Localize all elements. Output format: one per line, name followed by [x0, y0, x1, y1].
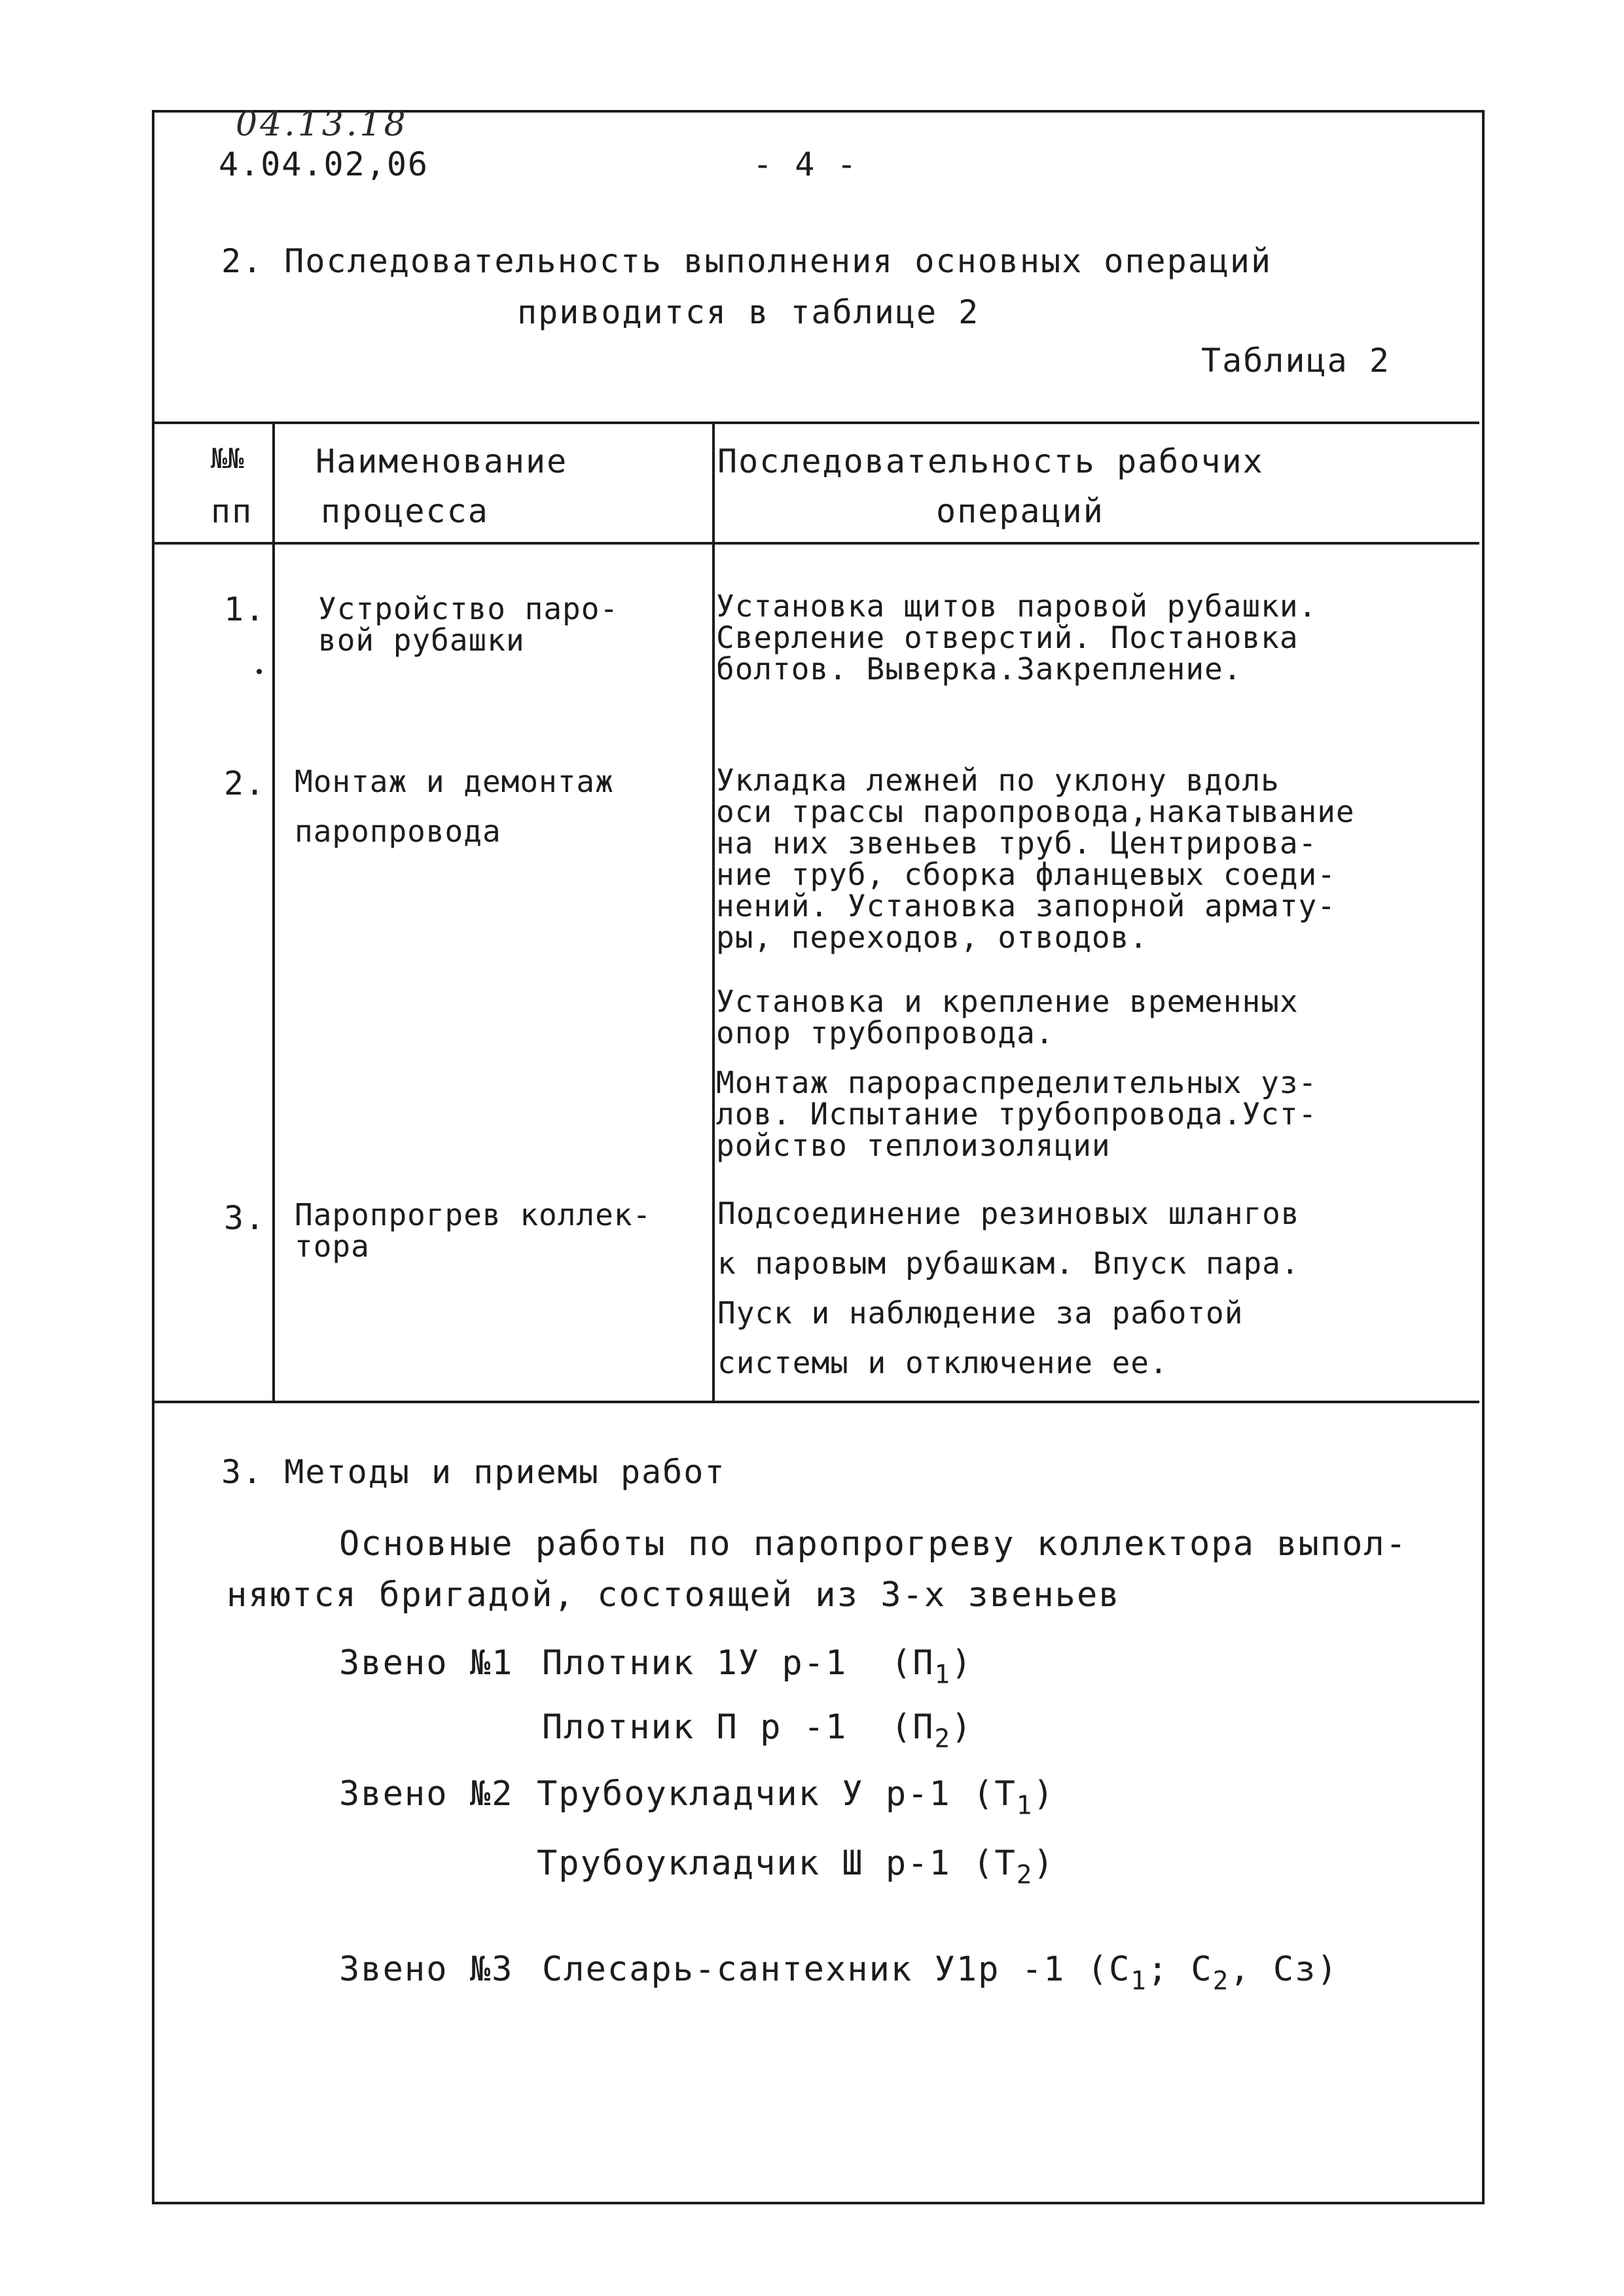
- row-operations: Установка щитов паровой рубашки. Сверление отверстий. Постановка болтов. Выверка.Закрепление.: [716, 588, 1318, 687]
- crew-member: Плотник П р -1 $(П_2)$: [542, 1708, 973, 1754]
- crew-member-index: 2: [934, 1724, 952, 1754]
- section2-heading: 2. Последовательность выполнения основных операций: [221, 242, 1272, 280]
- crew-member-index: 1: [934, 1660, 952, 1690]
- section2-heading-cont: приводится в таблице 2: [517, 293, 980, 331]
- table-col-divider-2: [712, 422, 715, 1403]
- header-name-label-2: процесса: [321, 492, 489, 530]
- table-col-divider-1: [272, 422, 275, 1403]
- row-operations: Установка и крепление временных опор трубопровода.: [716, 984, 1299, 1050]
- crew-member-role: Трубоукладчик У р-1: [537, 1774, 951, 1814]
- crew-member-code: П: [912, 1643, 935, 1683]
- crew-member: Трубоукладчик Ш р-1 $(Т_2)$: [537, 1844, 1055, 1890]
- header-num-label-2: пп: [211, 492, 253, 530]
- header-ops-label-2: операций: [936, 492, 1104, 530]
- crew-member-code: С: [1191, 1950, 1213, 1989]
- crew-member-role: Слесарь-сантехник У1р -1: [542, 1950, 1066, 1989]
- crew-member-code: П: [912, 1708, 935, 1747]
- section3-paragraph: Основные работы по паропрогреву коллектора выпол-: [339, 1524, 1408, 1564]
- crew-3-label: Звено №3: [339, 1950, 514, 1989]
- header-num-label: №№: [211, 442, 244, 475]
- row-number: 2.: [224, 764, 266, 802]
- crew-member-role: Плотник 1У р-1: [542, 1643, 848, 1683]
- row-process-name: Монтаж и демонтаж паропровода: [295, 764, 614, 849]
- crew-member-role: Плотник П р -1: [542, 1708, 848, 1747]
- crew-member-code: Т: [994, 1774, 1017, 1814]
- document-code: 4.04.02,06: [219, 145, 429, 183]
- header-ops-label: Последовательность рабочих: [717, 442, 1264, 480]
- crew-member-code: С: [1108, 1950, 1131, 1989]
- row-operations: Монтаж парораспределительных уз- лов. Испытание трубопровода.Уст- ройство теплоизоляции: [716, 1065, 1318, 1163]
- table-caption: Таблица 2: [1201, 342, 1390, 380]
- header-name-label: Наименование: [316, 442, 568, 480]
- crew-member-index: 2: [1212, 1966, 1230, 1996]
- section3-heading: 3. Методы и приемы работ: [221, 1453, 726, 1491]
- row-operations: Укладка лежней по уклону вдоль оси трассы паропровода,накатывание на них звеньев труб. Центрирова- ние труб, сборка фланцевых соеди- нений. Установка запорной армату- ры, переходов, отводов.: [716, 762, 1355, 955]
- row-process-name: Устройство паро- вой рубашки: [318, 591, 619, 658]
- crew-member: Плотник 1У р-1 $(П_1)$: [542, 1643, 973, 1690]
- section3-paragraph-cont: няются бригадой, состоящей из 3-х звеньев: [226, 1575, 1121, 1615]
- crew-member: Трубоукладчик У р-1 $(Т_1)$: [537, 1774, 1055, 1821]
- crew-1-label: Звено №1: [339, 1643, 514, 1683]
- table-bottom-border: [154, 1401, 1479, 1403]
- page-number: - 4 -: [753, 145, 858, 183]
- row1-mark: [257, 669, 262, 674]
- crew-member-role: Трубоукладчик Ш р-1: [537, 1844, 951, 1883]
- crew-member-code: Сз: [1272, 1950, 1317, 1989]
- row-process-name: Паропрогрев коллек- тора: [295, 1197, 652, 1264]
- crew-member-index: 1: [1016, 1791, 1034, 1821]
- row-operations: Подсоединение резиновых шлангов к паровым рубашкам. Впуск пара. Пуск и наблюдение за работой системы и отключение ее.: [717, 1196, 1300, 1380]
- table-header-divider: [154, 542, 1479, 545]
- table-top-border: [154, 422, 1479, 424]
- row-number: 3.: [224, 1199, 266, 1237]
- crew-2-label: Звено №2: [339, 1774, 514, 1814]
- crew-member: Слесарь-сантехник У1р -1 ($С_1$; $С_2$, Сз): [542, 1950, 1339, 1996]
- handwritten-code: 04.13.18: [236, 105, 408, 144]
- row-number: 1.: [224, 590, 266, 628]
- crew-member-code: Т: [994, 1844, 1017, 1883]
- crew-member-index: 2: [1016, 1860, 1034, 1890]
- crew-member-index: 1: [1130, 1966, 1147, 1996]
